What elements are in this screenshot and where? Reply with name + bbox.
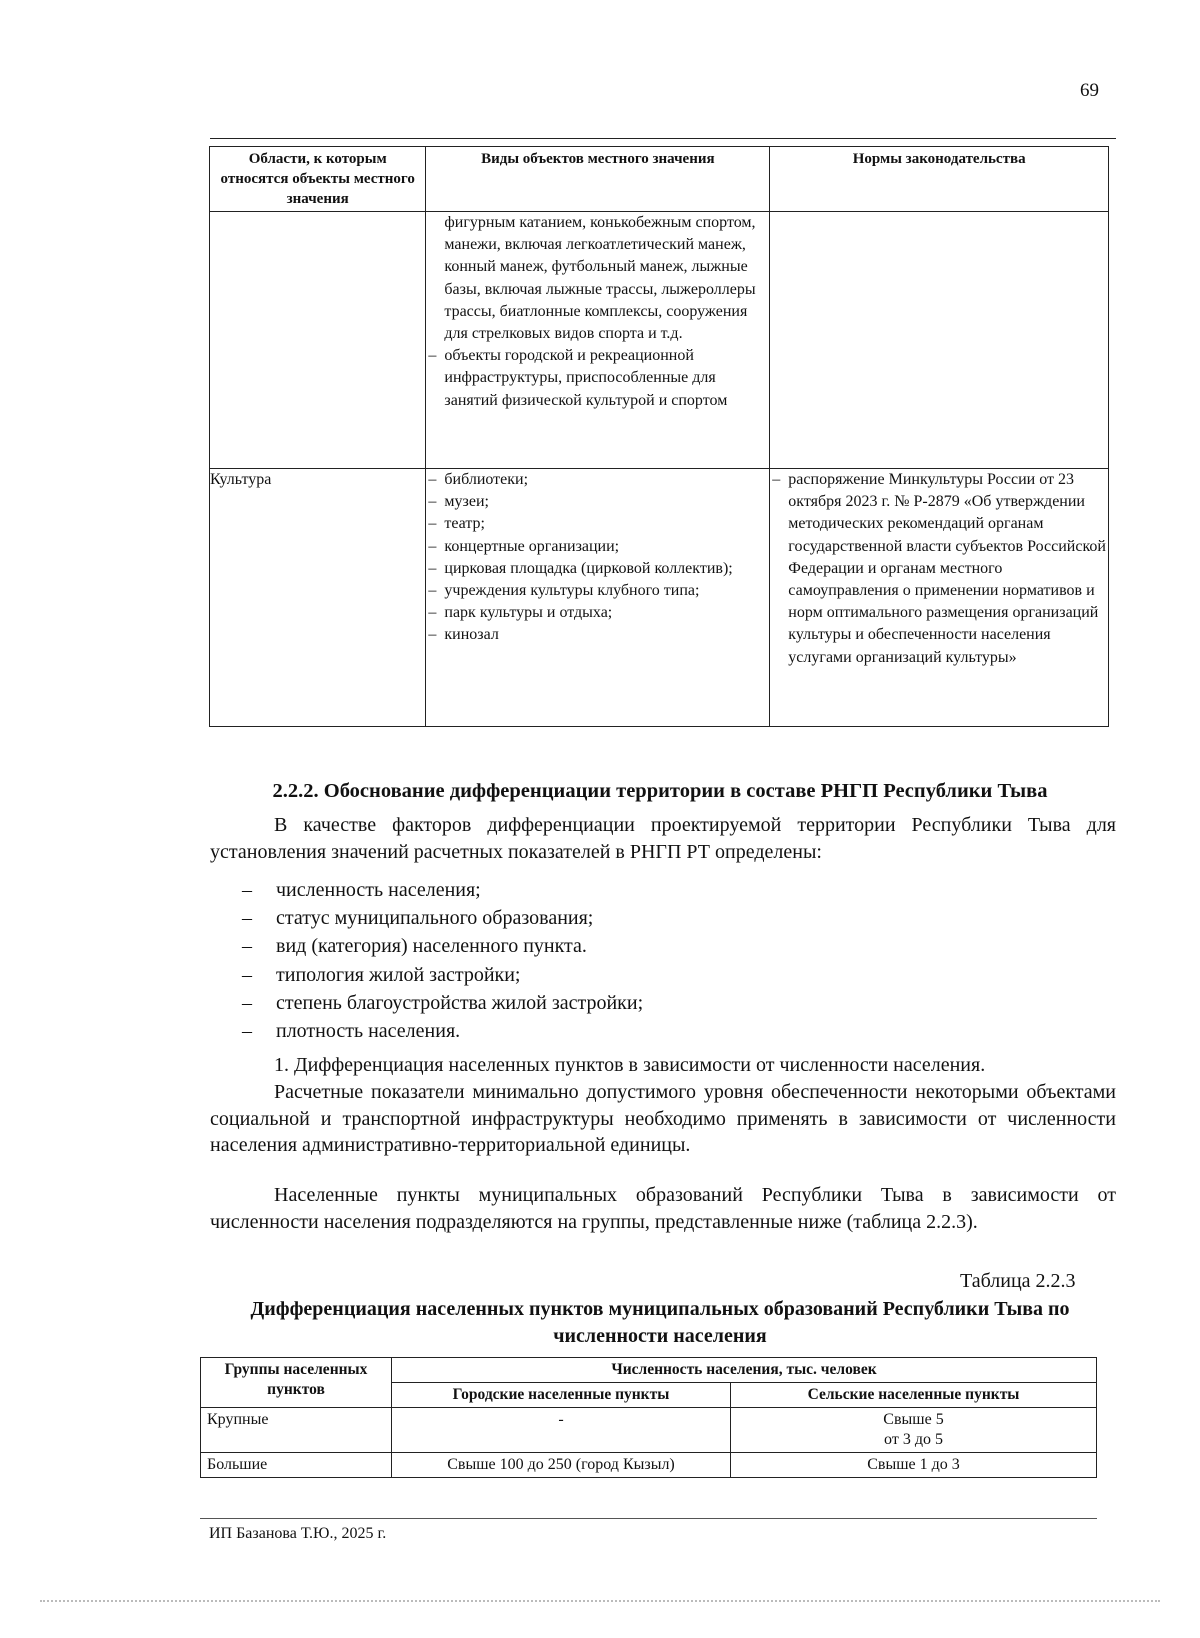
- scan-edge: [40, 1600, 1160, 1602]
- population-groups-table: [200, 1357, 1097, 1478]
- header-object-types: Виды объектов местного значения: [426, 147, 770, 212]
- objects-table: [209, 146, 1109, 727]
- list-item: – статус муниципального образования;: [210, 904, 1110, 932]
- cell-objects: [426, 212, 770, 469]
- list-item: – концертные организации;: [426, 536, 769, 558]
- list-item: – музеи;: [426, 491, 769, 513]
- cell-legislation: [770, 212, 1109, 469]
- list-item: – парк культуры и отдыха;: [426, 602, 769, 624]
- paragraph-3: Населенные пункты муниципальных образований Республики Тыва в зависимости от численности населения подразделяются на группы, представленные ниже (таблица 2.2.3).: [210, 1184, 1116, 1233]
- cell-area-culture: Культура: [210, 469, 426, 727]
- cell-area: [210, 212, 426, 469]
- cell-rural-line: от 3 до 5: [884, 1431, 943, 1448]
- header-urban: Городские населенные пункты: [392, 1383, 731, 1408]
- list-item: – объекты городской и рекреационной инфраструктуры, приспособленные для занятий физической культурой и спортом: [426, 345, 769, 412]
- table-row: [201, 1408, 1097, 1453]
- table-header-row: [201, 1358, 1097, 1383]
- table-row: [210, 212, 1109, 469]
- header-rural: Сельские населенные пункты: [731, 1383, 1097, 1408]
- list-item: – распоряжение Минкультуры России от 23 октября 2023 г. № Р-2879 «Об утверждении методических рекомендаций органам государственной власти субъектов Российской Федерации и органам местного самоуправления о применении нормативов и норм оптимального размещения организаций культуры и обеспеченности населения услугами организаций культуры»: [770, 469, 1108, 669]
- list-item: – цирковая площадка (цирковой коллектив);: [426, 558, 769, 580]
- cell-objects: [426, 469, 770, 727]
- list-item: фигурным катанием, конькобежным спортом, манежи, включая легкоатлетический манеж, конный манеж, футбольный манеж, лыжные базы, включая лыжные трассы, лыжероллеры трассы, биатлонные комплексы, сооружения для стрелковых видов спорта и т.д.: [444, 214, 756, 343]
- list-item: – типология жилой застройки;: [210, 961, 1110, 989]
- cell-rural: Свыше 1 до 3: [731, 1453, 1097, 1478]
- footer-rule: [200, 1518, 1097, 1519]
- list-item: – театр;: [426, 513, 769, 535]
- header-population: Численность населения, тыс. человек: [392, 1358, 1097, 1383]
- cell-legislation: [770, 469, 1109, 727]
- table-header-row: [210, 147, 1109, 212]
- table-title: Дифференциация населенных пунктов муниципальных образований Республики Тыва по численности населения: [250, 1298, 1070, 1347]
- list-item: – кинозал: [426, 624, 769, 646]
- cell-group: Крупные: [201, 1408, 392, 1453]
- list-item: – библиотеки;: [426, 469, 769, 491]
- table-row: [201, 1453, 1097, 1478]
- list-item: – плотность населения.: [210, 1017, 1110, 1045]
- header-rule: [210, 138, 1116, 139]
- paragraph-1: 1. Дифференциация населенных пунктов в зависимости от численности населения.: [274, 1054, 986, 1076]
- header-areas: Области, к которым относятся объекты местного значения: [210, 147, 426, 212]
- header-groups: Группы населенных пунктов: [201, 1358, 392, 1408]
- cell-rural: [731, 1408, 1097, 1453]
- table-row: [210, 469, 1109, 727]
- list-item: – вид (категория) населенного пункта.: [210, 932, 1110, 960]
- paragraph-2: Расчетные показатели минимально допустимого уровня обеспеченности некоторыми объектами социальной и транспортной инфраструктуры необходимо применять в зависимости от численности населения административно-территориальной единицы.: [210, 1081, 1116, 1157]
- factors-list: [210, 876, 1110, 1045]
- cell-urban: -: [392, 1408, 731, 1453]
- cell-urban: Свыше 100 до 250 (город Кызыл): [392, 1453, 731, 1478]
- table-caption: Таблица 2.2.3: [960, 1270, 1076, 1292]
- list-item: – степень благоустройства жилой застройки;: [210, 989, 1110, 1017]
- intro-paragraph: В качестве факторов дифференциации проектируемой территории Республики Тыва для установления значений расчетных показателей в РНГП РТ определены:: [210, 814, 1116, 863]
- section-title: 2.2.2. Обоснование дифференциации территории в составе РНГП Республики Тыва: [272, 780, 1048, 802]
- cell-group: Большие: [201, 1453, 392, 1478]
- footer-text: ИП Базанова Т.Ю., 2025 г.: [209, 1525, 387, 1542]
- list-item: – численность населения;: [210, 876, 1110, 904]
- header-legislation: Нормы законодательства: [770, 147, 1109, 212]
- list-item: – учреждения культуры клубного типа;: [426, 580, 769, 602]
- cell-rural-line: Свыше 5: [883, 1411, 944, 1428]
- page-number: 69: [1080, 80, 1099, 101]
